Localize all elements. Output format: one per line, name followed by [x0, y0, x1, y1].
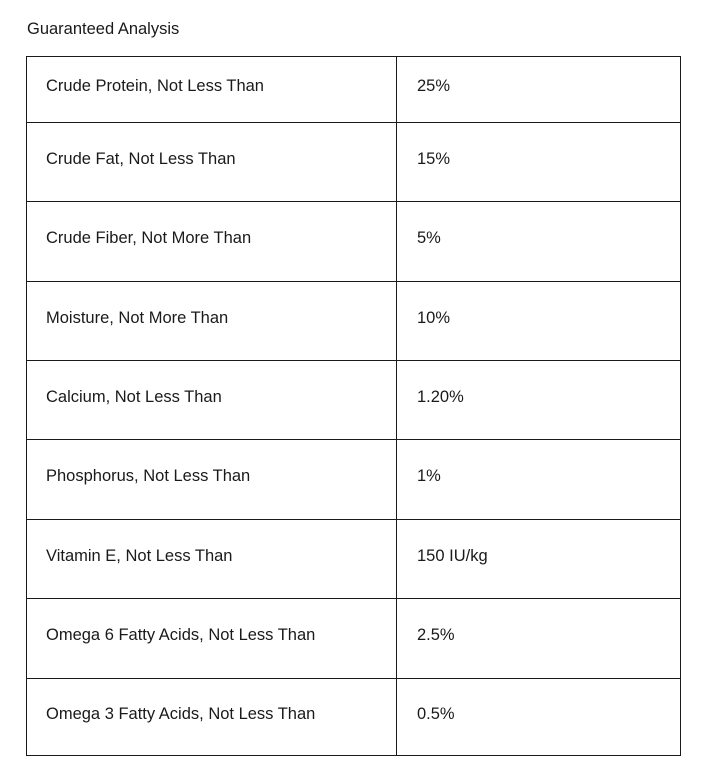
table-row — [27, 440, 681, 520]
nutrient-cell: Omega 6 Fatty Acids, Not Less Than — [27, 599, 397, 679]
amount-cell: 5% — [397, 202, 681, 282]
guaranteed-analysis-table — [26, 56, 681, 756]
table-row — [27, 123, 681, 202]
table-row — [27, 599, 681, 679]
nutrient-cell: Omega 3 Fatty Acids, Not Less Than — [27, 679, 397, 756]
table-row — [27, 282, 681, 361]
table-row — [27, 520, 681, 599]
amount-cell: 150 IU/kg — [397, 520, 681, 599]
amount-cell: 1% — [397, 440, 681, 520]
table-row — [27, 57, 681, 123]
table-row — [27, 202, 681, 282]
table-row — [27, 361, 681, 440]
amount-cell: 10% — [397, 282, 681, 361]
nutrient-cell: Phosphorus, Not Less Than — [27, 440, 397, 520]
nutrient-cell: Moisture, Not More Than — [27, 282, 397, 361]
amount-cell: 15% — [397, 123, 681, 202]
amount-cell: 0.5% — [397, 679, 681, 756]
nutrient-cell: Crude Protein, Not Less Than — [27, 57, 397, 123]
amount-cell: 1.20% — [397, 361, 681, 440]
table-row — [27, 679, 681, 756]
nutrient-cell: Vitamin E, Not Less Than — [27, 520, 397, 599]
nutrient-cell: Crude Fat, Not Less Than — [27, 123, 397, 202]
amount-cell: 25% — [397, 57, 681, 123]
nutrient-cell: Calcium, Not Less Than — [27, 361, 397, 440]
amount-cell: 2.5% — [397, 599, 681, 679]
document-title: Guaranteed Analysis — [27, 20, 180, 38]
nutrient-cell: Crude Fiber, Not More Than — [27, 202, 397, 282]
